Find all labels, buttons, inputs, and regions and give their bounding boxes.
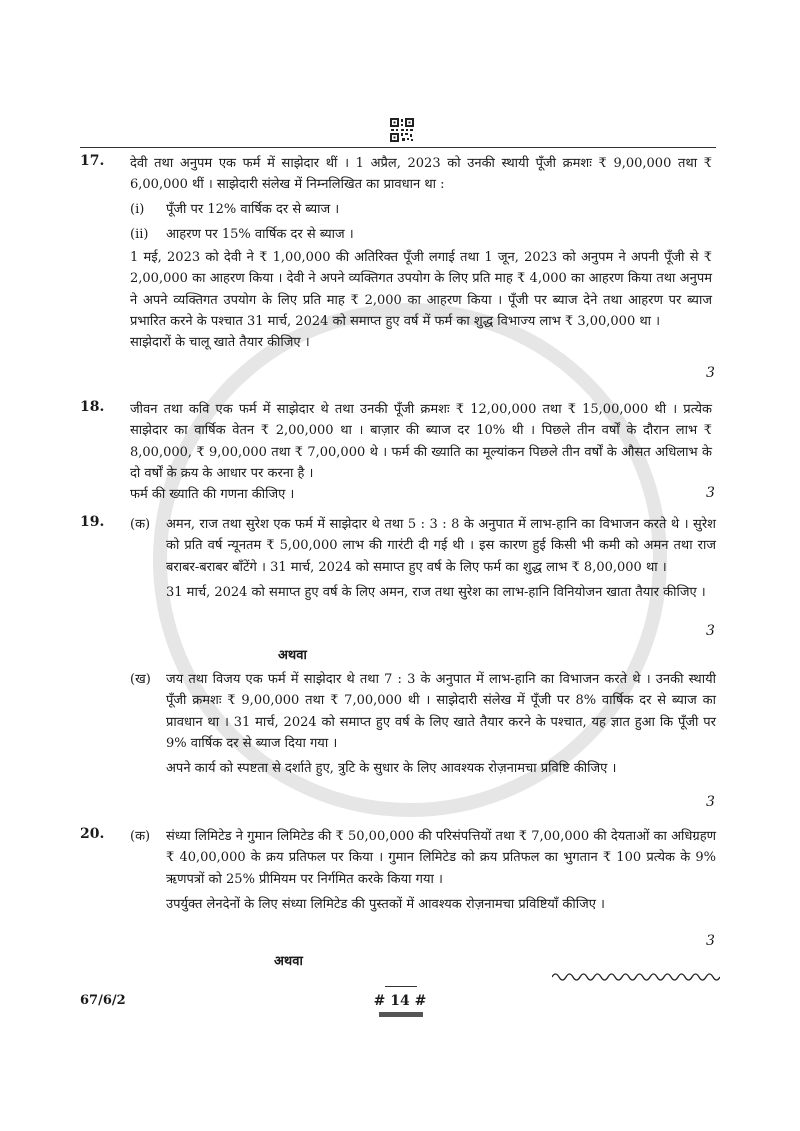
question-number: 17. [80, 153, 105, 169]
question-body [130, 153, 712, 354]
sub-question-body [166, 826, 716, 915]
paper-code: 67/6/2 [80, 993, 126, 1008]
marks: 3 [706, 933, 715, 949]
sub-question-task: उपर्युक्त लेनदेनों के लिए संध्या लिमिटेड की पुस्तकों में आवश्यक रोज़नामचा प्रविष्टियाँ कीजिए । [166, 896, 605, 912]
page-number-overline [385, 986, 417, 987]
list-item [130, 199, 712, 220]
list-text: पूँजी पर 12% वार्षिक दर से ब्याज । [166, 201, 340, 217]
question-number: 20. [80, 826, 105, 842]
question-text: जीवन तथा कवि एक फर्म में साझेदार थे तथा उनकी पूँजी क्रमशः ₹ 12,00,000 तथा ₹ 15,00,000 थी । प्रत्येक साझेदार का वार्षिक वेतन ₹ 2,00,000 था । बाज़ार की ब्याज दर 10% थी । पिछले तीन वर्षों के दौरान लाभ ₹ 8,00,000, ₹ 9,00,000 तथा ₹ 7,00,000 थे । फर्म की ख्याति का मूल्यांकन पिछले तीन वर्षों के औसत अधिलाभ के दो वर्षों के क्रय के आधार पर करना है । [130, 402, 712, 481]
question-task: साझेदारों के चालू खाते तैयार कीजिए । [130, 335, 310, 351]
list-marker: (ii) [130, 226, 149, 242]
sub-question-label: (क) [130, 829, 151, 844]
marks: 3 [706, 485, 715, 501]
page-number: # 14 # [373, 993, 427, 1009]
marks: 3 [706, 794, 715, 810]
wavy-line [552, 970, 720, 984]
sub-question-task: अपने कार्य को स्पष्टता से दर्शाते हुए, त्रुटि के सुधार के लिए आवश्यक रोज़नामचा प्रविष्टि कीजिए । [166, 761, 617, 777]
list-marker: (i) [130, 201, 145, 217]
qr-code-icon [390, 118, 414, 142]
sub-question-task: 31 मार्च, 2024 को समाप्त हुए वर्ष के लिए अमन, राज तथा सुरेश का लाभ-हानि विनियोजन खाता तैयार कीजिए । [166, 584, 706, 600]
sub-question-label: (ख) [130, 672, 151, 687]
question-body [130, 399, 712, 505]
question-task: फर्म की ख्याति की गणना कीजिए । [130, 487, 295, 503]
sub-question-text: जय तथा विजय एक फर्म में साझेदार थे तथा 7 : 3 के अनुपात में लाभ-हानि का विभाजन करते थे । उनकी स्थायी पूँजी क्रमशः ₹ 9,00,000 तथा ₹ 7,00,000 थी । साझेदारी संलेख में पूँजी पर 8% वार्षिक दर से ब्याज का प्रावधान था । 31 मार्च, 2024 को समाप्त हुए वर्ष के लिए खाते तैयार करने के पश्चात, यह ज्ञात हुआ कि पूँजी पर 9% वार्षिक दर से ब्याज दिया गया । [166, 672, 716, 751]
question-paragraph: 1 मई, 2023 को देवी ने ₹ 1,00,000 की अतिरिक्त पूँजी लगाई तथा 1 जून, 2023 को अनुपम ने अपनी पूँजी से ₹ 2,00,000 का आहरण किया । देवी ने अपने व्यक्तिगत उपयोग के लिए प्रति माह ₹ 4,000 का आहरण किया तथा अनुपम ने अपने व्यक्तिगत उपयोग के लिए प्रति माह ₹ 2,000 का आहरण किया । पूँजी पर ब्याज देने तथा आहरण पर ब्याज प्रभारित करने के पश्चात 31 मार्च, 2024 को समाप्त हुए वर्ष में फर्म का शुद्ध विभाज्य लाभ ₹ 3,00,000 था । [130, 250, 712, 330]
question-intro: देवी तथा अनुपम एक फर्म में साझेदार थीं । 1 अप्रैल, 2023 को उनकी स्थायी पूँजी क्रमशः ₹ 9,00,000 तथा ₹ 6,00,000 थीं । साझेदारी संलेख में निम्नलिखित का प्रावधान था : [130, 156, 712, 193]
sub-question-label: (क) [130, 517, 151, 532]
question-number: 19. [80, 514, 105, 530]
list-item [130, 224, 712, 245]
marks: 3 [706, 623, 715, 639]
sub-question-text: संध्या लिमिटेड ने गुमान लिमिटेड की ₹ 50,00,000 की परिसंपत्तियों तथा ₹ 7,00,000 की देयताओं का अधिग्रहण ₹ 40,00,000 के क्रय प्रतिफल पर किया । गुमान लिमिटेड को क्रय प्रतिफल का भुगतान ₹ 100 प्रत्येक के 9% ऋणपत्रों को 25% प्रीमियम पर निर्गमित करके किया गया । [166, 829, 716, 887]
list-text: आहरण पर 15% वार्षिक दर से ब्याज । [166, 226, 354, 242]
sub-question-text: अमन, राज तथा सुरेश एक फर्म में साझेदार थे तथा 5 : 3 : 8 के अनुपात में लाभ-हानि का विभाजन करते थे । सुरेश को प्रति वर्ष न्यूनतम ₹ 5,00,000 लाभ की गारंटी दी गई थी । इस कारण हुई किसी भी कमी को अमन तथा राज बराबर-बराबर बाँटेंगे । 31 मार्च, 2024 को समाप्त हुए वर्ष के लिए फर्म का शुद्ध लाभ ₹ 8,00,000 था । [166, 517, 716, 575]
sub-question-body [166, 669, 716, 779]
marks: 3 [706, 365, 715, 381]
top-rule [80, 147, 716, 148]
sub-question-body [166, 514, 716, 603]
or-separator: अथवा [274, 954, 303, 969]
or-separator: अथवा [278, 648, 307, 663]
question-number: 18. [80, 399, 105, 415]
page-number-bar [379, 1012, 423, 1017]
